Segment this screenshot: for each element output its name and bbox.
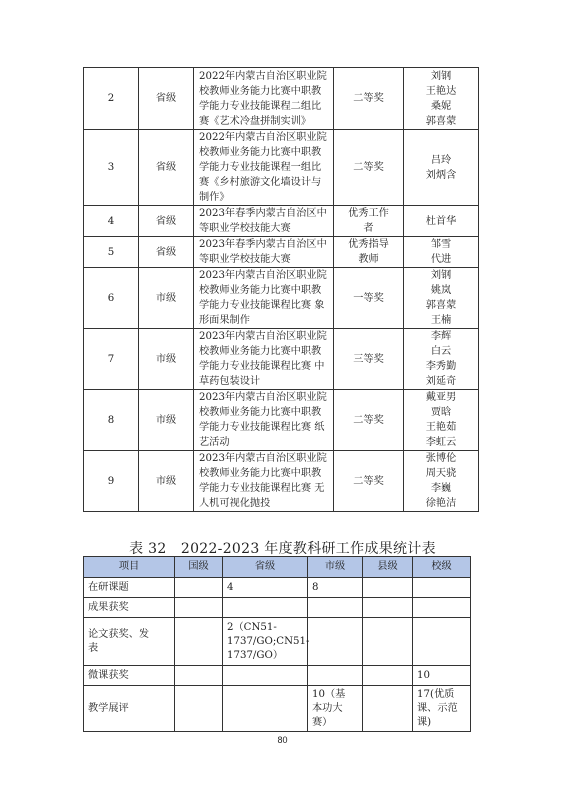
cell-line: 优秀工作 [348,208,389,219]
cell-line: 校教师业务能力比赛中职教 [199,468,322,479]
stats-table-body [84,578,471,732]
cell-line: 1737/GO;CN51- [227,635,310,647]
cell-line: 李秀勤 [425,361,457,372]
cell-line: 李巍 [430,483,452,494]
table-row [84,268,479,329]
cell-line: 周天骁 [425,468,457,479]
cell-line: 校教师业务能力比赛中职教 [199,407,322,418]
cell-line: 吕玲 [430,154,452,166]
table-caption: 表 32 2022-2023 年度教科研工作成果统计表 [129,541,436,557]
header-cell: 项目 [84,557,175,578]
cell-line: 赛） [312,716,333,728]
cell-line: 白云 [430,346,452,357]
table-row [84,390,479,451]
cell-line: 教学展评 [88,702,129,714]
stat-cell [308,686,363,732]
cell-line: 学能力专业技能课程比赛 无 [199,483,325,494]
table-row [84,68,479,130]
cell-line: 郭喜蒙 [425,115,457,127]
cell-line: 代进 [430,254,452,265]
award-level: 省级 [139,68,194,130]
stat-cell [363,578,413,598]
cell-line: 校教师业务能力比赛中职教 [199,285,322,296]
award-grade [334,390,404,451]
award-grade [334,68,404,130]
cell-line: 张博伦 [425,453,457,464]
cell-line: 三等奖 [353,353,384,365]
project-name [194,268,334,329]
row-label [84,666,175,686]
cell-line: 郭喜蒙 [425,300,457,311]
stat-cell [223,578,308,598]
award-grade [334,130,404,206]
cell-line: 艺活动 [199,437,230,448]
cell-line: 二等奖 [353,162,384,173]
project-name [194,390,334,451]
project-name [194,329,334,390]
cell-line: 2023年春季内蒙古自治区中 [199,239,327,250]
stat-cell [223,686,308,732]
cell-line: 2023年内蒙古自治区职业院 [199,453,327,464]
table-row [84,451,479,512]
cell-line: 桑妮 [430,100,452,112]
stats-table [83,556,471,732]
stat-cell [363,666,413,686]
participants [404,451,479,512]
cell-line: 赛《艺术冷盘拼制实训》 [199,115,312,127]
project-name [194,68,334,130]
award-grade [334,451,404,512]
award-level: 省级 [139,206,194,237]
cell-line: 课、示范 [417,702,458,714]
table-row [84,686,471,732]
awards-table [83,67,479,512]
participants [404,237,479,268]
stat-cell [175,618,223,666]
table-row [84,130,479,206]
award-grade [334,329,404,390]
table-row [84,578,471,598]
cell-line: 本功大 [312,702,343,714]
row-label [84,618,175,666]
award-level: 市级 [139,451,194,512]
awards-table-body [84,68,479,512]
cell-line: 刘钢 [430,270,452,281]
cell-line: 等职业学校技能大赛 [199,254,291,265]
cell-line: 戴亚男 [425,392,457,403]
stat-cell [363,686,413,732]
cell-line: 徐艳洁 [425,498,457,509]
cell-line: 邹雪 [430,239,452,250]
stat-cell [175,598,223,618]
award-level: 市级 [139,390,194,451]
stat-cell [308,666,363,686]
stat-cell [308,578,363,598]
cell-line: 2022年内蒙古自治区职业院 [199,70,327,82]
project-name [194,237,334,268]
cell-line: 教师 [358,254,379,265]
cell-line: 10 [417,669,430,681]
table-row [84,618,471,666]
cell-line: 17(优质 [417,688,455,700]
cell-line: 10（基 [312,688,346,700]
cell-line: 刘延奇 [425,376,457,387]
cell-line: 2023年内蒙古自治区职业院 [199,270,327,281]
cell-line: 李辉 [430,331,452,342]
stat-cell [363,598,413,618]
table-row [84,666,471,686]
cell-line: 4 [227,581,234,593]
stat-cell [223,666,308,686]
project-name [194,130,334,206]
participants [404,329,479,390]
cell-line: 赛《乡村旅游文化墙设计与 [199,177,322,188]
stat-cell [413,598,471,618]
cell-line: 者 [363,223,374,234]
row-label [84,686,175,732]
table-row [84,237,479,268]
stat-cell [308,618,363,666]
cell-line: 优秀指导 [348,239,389,250]
stat-cell [413,686,471,732]
stat-cell [175,578,223,598]
cell-line: 课) [417,716,432,728]
header-cell: 国级 [175,557,223,578]
participants [404,390,479,451]
cell-line: 李虹云 [425,437,457,448]
row-index: 9 [84,451,139,512]
cell-line: 表 [88,642,99,654]
stat-cell [308,598,363,618]
award-grade [334,268,404,329]
header-cell: 县级 [363,557,413,578]
cell-line: 草药包装设计 [199,376,261,387]
stat-cell [175,686,223,732]
table-row [84,329,479,390]
cell-line: 王楠 [430,315,452,326]
award-grade [334,237,404,268]
cell-line: 二等奖 [353,414,384,426]
participants [404,130,479,206]
cell-line: 形面果制作 [199,315,250,326]
stat-cell [175,666,223,686]
stat-cell [413,666,471,686]
participants [404,268,479,329]
table-row [84,206,479,237]
stat-cell [363,618,413,666]
stats-header-row [84,557,471,578]
award-level: 市级 [139,329,194,390]
project-name [194,206,334,237]
cell-line: 学能力专业技能课程二组比 [199,100,322,112]
row-label [84,578,175,598]
cell-line: 校教师业务能力比赛中职教 [199,85,322,97]
participants [404,206,479,237]
cell-line: 学能力专业技能课程一组比 [199,162,322,173]
award-grade [334,206,404,237]
cell-line: 2023年内蒙古自治区职业院 [199,392,327,403]
stat-cell [223,598,308,618]
cell-line: 论文获奖、发 [88,628,150,640]
cell-line: 制作》 [199,192,230,203]
cell-line: 1737/GO） [227,649,284,661]
page-number: 80 [277,735,288,745]
stat-cell [413,618,471,666]
row-index: 5 [84,237,139,268]
cell-line: 姚岚 [430,285,452,296]
cell-line: 校教师业务能力比赛中职教 [199,147,322,158]
award-level: 市级 [139,268,194,329]
cell-line: 8 [312,581,319,593]
cell-line: 人机可视化抛投 [199,498,271,509]
cell-line: 学能力专业技能课程比赛 中 [199,361,325,372]
header-cell: 市级 [308,557,363,578]
cell-line: 二等奖 [353,475,384,487]
participants [404,68,479,130]
award-level: 省级 [139,237,194,268]
row-index: 2 [84,68,139,130]
cell-line: 成果获奖 [88,601,129,613]
award-level: 省级 [139,130,194,206]
cell-line: 2023年内蒙古自治区职业院 [199,331,327,342]
cell-line: 微课获奖 [88,669,129,681]
cell-line: 学能力专业技能课程比赛 象 [199,300,325,311]
cell-line: 王艳达 [425,85,457,97]
cell-line: 杜首华 [425,215,457,227]
cell-line: 2（CN51- [227,621,277,633]
row-index: 8 [84,390,139,451]
row-index: 4 [84,206,139,237]
cell-line: 学能力专业技能课程比赛 纸 [199,422,325,433]
cell-line: 校教师业务能力比赛中职教 [199,346,322,357]
row-index: 7 [84,329,139,390]
cell-line: 一等奖 [353,292,384,304]
row-index: 3 [84,130,139,206]
stat-cell [223,618,308,666]
cell-line: 刘钢 [430,70,452,82]
cell-line: 刘炳含 [425,169,457,181]
project-name [194,451,334,512]
cell-line: 2023年春季内蒙古自治区中 [199,208,327,219]
cell-line: 二等奖 [353,93,384,104]
stat-cell [413,578,471,598]
cell-line: 王艳茹 [425,422,457,433]
row-index: 6 [84,268,139,329]
cell-line: 2022年内蒙古自治区职业院 [199,132,327,143]
table-row [84,598,471,618]
header-cell: 校级 [413,557,471,578]
cell-line: 在研课题 [88,581,129,593]
row-label [84,598,175,618]
header-cell: 省级 [223,557,308,578]
cell-line: 等职业学校技能大赛 [199,223,291,234]
cell-line: 贾晗 [430,407,452,418]
